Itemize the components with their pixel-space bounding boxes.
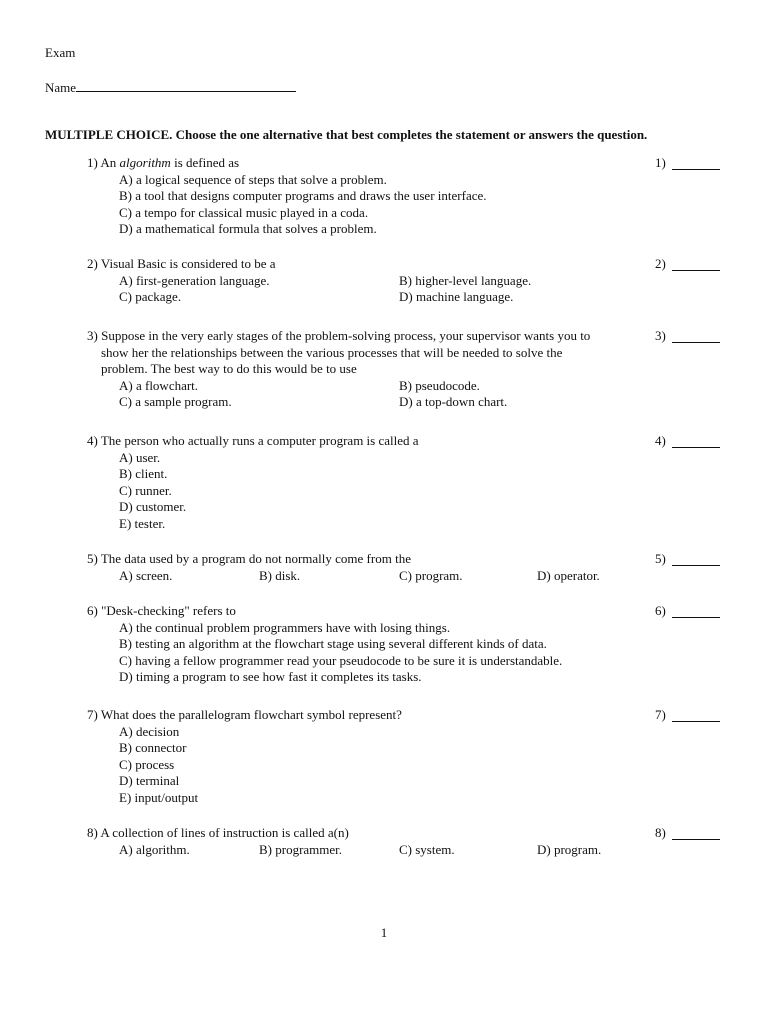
- option-a: A) algorithm.: [119, 841, 190, 857]
- option-c: C) runner.: [119, 482, 172, 498]
- question-8: [87, 825, 727, 858]
- page-number: 1: [380, 925, 388, 940]
- option-c: C) system.: [399, 841, 455, 857]
- option-c: C) a tempo for classical music played in a coda.: [119, 204, 369, 220]
- question-stem: 1) An algorithm is defined as: [87, 155, 240, 170]
- answer-number: 4): [655, 433, 666, 448]
- answer-blank[interactable]: [672, 258, 720, 271]
- answer-blank[interactable]: [672, 605, 720, 618]
- question-stem: 7) What does the parallelogram flowchart symbol represent?: [87, 707, 402, 722]
- option-d: D) machine language.: [399, 289, 514, 304]
- option-a: A) decision: [119, 723, 180, 739]
- option-c: C) a sample program.: [119, 394, 232, 409]
- option-a: A) a flowchart.: [119, 377, 199, 393]
- question-stem: 8) A collection of lines of instruction is called a(n): [87, 825, 349, 840]
- option-d: D) terminal: [119, 773, 180, 788]
- option-e: E) input/output: [119, 789, 199, 805]
- instructions: MULTIPLE CHOICE. Choose the one alternative that best completes the statement or answers the question.: [45, 127, 648, 142]
- option-c: C) program.: [399, 567, 463, 583]
- option-c: C) having a fellow programmer read your pseudocode to be sure it is understandable.: [119, 652, 563, 668]
- exam-label: Exam: [45, 45, 76, 60]
- answer-number: 8): [655, 825, 666, 840]
- answer-blank[interactable]: [672, 157, 720, 170]
- answer-blank[interactable]: [672, 709, 720, 722]
- question-stem: 4) The person who actually runs a computer program is called a: [87, 433, 419, 448]
- option-d: D) timing a program to see how fast it completes its tasks.: [119, 669, 422, 684]
- option-a: A) user.: [119, 449, 161, 465]
- answer-number: 1): [655, 155, 666, 170]
- answer-number: 7): [655, 707, 666, 722]
- question-3: [87, 328, 727, 411]
- name-blank[interactable]: [76, 79, 296, 92]
- option-b: B) disk.: [259, 567, 301, 583]
- option-c: C) process: [119, 756, 175, 772]
- option-a: A) the continual problem programmers have with losing things.: [119, 619, 451, 635]
- option-b: B) client.: [119, 466, 168, 481]
- question-stem: 3) Suppose in the very early stages of the problem-solving process, your supervisor wants you to show her the relationships between the various processes that will be needed to solve the problem. The best way to do this would be to use: [87, 328, 591, 376]
- option-a: A) first-generation language.: [119, 272, 270, 288]
- option-b: B) higher-level language.: [399, 272, 532, 288]
- answer-number: 6): [655, 603, 666, 618]
- option-b: B) a tool that designs computer programs and draws the user interface.: [119, 188, 487, 203]
- answer-blank[interactable]: [672, 435, 720, 448]
- question-2: [87, 256, 727, 306]
- answer-number: 5): [655, 551, 666, 566]
- question-4: [87, 433, 727, 532]
- question-5: [87, 551, 727, 584]
- name-field: [45, 79, 296, 96]
- option-d: D) a mathematical formula that solves a problem.: [119, 221, 377, 236]
- question-stem: 5) The data used by a program do not normally come from the: [87, 551, 411, 566]
- option-a: A) screen.: [119, 567, 173, 583]
- answer-blank[interactable]: [672, 553, 720, 566]
- answer-number: 2): [655, 256, 666, 271]
- question-stem: 2) Visual Basic is considered to be a: [87, 256, 276, 271]
- answer-blank[interactable]: [672, 330, 720, 343]
- option-d: D) operator.: [537, 567, 600, 583]
- option-b: B) programmer.: [259, 841, 343, 857]
- question-7: [87, 707, 727, 806]
- answer-number: 3): [655, 328, 666, 343]
- name-label: Name: [45, 80, 77, 95]
- option-a: A) a logical sequence of steps that solve a problem.: [119, 171, 387, 187]
- option-e: E) tester.: [119, 515, 166, 531]
- option-d: D) customer.: [119, 499, 187, 514]
- option-b: B) testing an algorithm at the flowchart stage using several different kinds of data.: [119, 636, 547, 651]
- option-b: B) connector: [119, 740, 187, 755]
- answer-blank[interactable]: [672, 827, 720, 840]
- option-b: B) pseudocode.: [399, 377, 480, 393]
- option-d: D) program.: [537, 841, 602, 857]
- option-c: C) package.: [119, 289, 182, 304]
- option-d: D) a top-down chart.: [399, 394, 508, 409]
- question-6: [87, 603, 727, 686]
- question-stem: 6) "Desk-checking" refers to: [87, 603, 236, 618]
- question-1: [87, 155, 727, 238]
